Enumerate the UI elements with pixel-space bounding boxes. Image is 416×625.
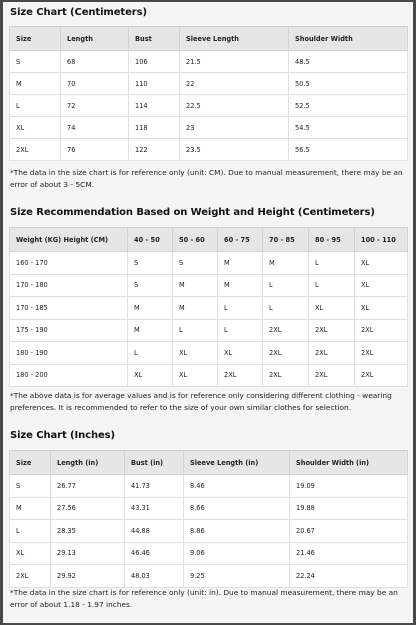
table-row (10, 117, 408, 139)
table-cell: S (128, 252, 173, 275)
table-cell: L (218, 297, 263, 320)
table-cell: S (128, 274, 173, 297)
table-cell: 28.35 (51, 520, 125, 543)
table-cell: 2XL (355, 364, 408, 387)
table-cell: M (263, 252, 309, 275)
table-cell: M (173, 297, 218, 320)
table-cell: 19.09 (290, 475, 408, 498)
table-cell: 110 (129, 73, 180, 95)
table-cell: XL (173, 342, 218, 365)
column-header: Weight (KG) Height (CM) (10, 228, 128, 252)
table-cell: M (128, 297, 173, 320)
table-cell: 170 - 180 (10, 274, 128, 297)
table-cell: 29.13 (51, 542, 125, 565)
table-cell: 175 - 190 (10, 319, 128, 342)
table-cell: XL (355, 297, 408, 320)
table-cell: XL (218, 342, 263, 365)
table-cell: 8.46 (184, 475, 290, 498)
table-cell: XL (355, 252, 408, 275)
table-cell: 50.5 (289, 73, 408, 95)
table-cell: XL (355, 274, 408, 297)
column-header: Shoulder Width (in) (290, 451, 408, 475)
table-cell: L (309, 252, 355, 275)
table-cell: 68 (61, 51, 129, 73)
table-cell: 43.31 (125, 497, 184, 520)
table-cell: L (309, 274, 355, 297)
table-cell: 2XL (309, 342, 355, 365)
table-row (10, 252, 408, 275)
column-header: 50 - 60 (173, 228, 218, 252)
column-header: Size (10, 27, 61, 51)
table-cell: L (218, 319, 263, 342)
column-header: 70 - 85 (263, 228, 309, 252)
table-cell: 160 - 170 (10, 252, 128, 275)
table-row (10, 73, 408, 95)
table-cell: 21.46 (290, 542, 408, 565)
table-row (10, 95, 408, 117)
table-cell: 29.92 (51, 565, 125, 588)
table-cell: 2XL (263, 364, 309, 387)
table-cell: M (173, 274, 218, 297)
table-cell: 56.5 (289, 139, 408, 161)
table-cell: 19.88 (290, 497, 408, 520)
table-cell: 20.67 (290, 520, 408, 543)
table-header-row (10, 228, 408, 252)
table-cell: 26.77 (51, 475, 125, 498)
table-cell: 54.5 (289, 117, 408, 139)
table-row (10, 274, 408, 297)
table-cell: 70 (61, 73, 129, 95)
column-header: Sleeve Length (180, 27, 289, 51)
table-cell: 8.86 (184, 520, 290, 543)
table-cell: 2XL (263, 342, 309, 365)
inch-chart-note: *The data in the size chart is for reference only (unit: in). Due to manual measurement, there may be an error of about 1.18 - 1.97 inches. (10, 588, 398, 609)
table-cell: M (128, 319, 173, 342)
table-cell: 72 (61, 95, 129, 117)
recommendation-note: *The above data is for average values and is for reference only considering different clothing - wearing preferences. It is recommended to refer to the size of your own similar clothes for selection. (10, 391, 392, 412)
table-cell: L (263, 297, 309, 320)
table-cell: 2XL (309, 319, 355, 342)
size-guide-panel (3, 2, 413, 623)
table-row (10, 497, 408, 520)
table-cell: 2XL (355, 342, 408, 365)
table-cell: 2XL (10, 565, 51, 588)
cm-chart-title: Size Chart (Centimeters) (10, 7, 147, 18)
table-row (10, 520, 408, 543)
table-cell: 8.66 (184, 497, 290, 520)
table-cell: 122 (129, 139, 180, 161)
table-cell: 41.73 (125, 475, 184, 498)
table-cell: 180 - 190 (10, 342, 128, 365)
column-header: 80 - 95 (309, 228, 355, 252)
inch-size-table (9, 450, 408, 588)
table-cell: XL (128, 364, 173, 387)
table-cell: 2XL (355, 319, 408, 342)
table-cell: XL (309, 297, 355, 320)
table-cell: 180 - 200 (10, 364, 128, 387)
table-cell: 2XL (10, 139, 61, 161)
table-cell: 44.88 (125, 520, 184, 543)
table-cell: 48.03 (125, 565, 184, 588)
table-cell: 23.5 (180, 139, 289, 161)
column-header: Size (10, 451, 51, 475)
inch-chart-title: Size Chart (Inches) (10, 430, 115, 441)
table-cell: S (173, 252, 218, 275)
table-cell: S (10, 51, 61, 73)
table-cell: 2XL (309, 364, 355, 387)
table-cell: 48.5 (289, 51, 408, 73)
table-cell: M (10, 73, 61, 95)
table-row (10, 364, 408, 387)
table-cell: M (218, 252, 263, 275)
table-cell: 23 (180, 117, 289, 139)
table-cell: 114 (129, 95, 180, 117)
column-header: Bust (in) (125, 451, 184, 475)
table-row (10, 51, 408, 73)
column-header: 60 - 75 (218, 228, 263, 252)
table-row (10, 565, 408, 588)
table-cell: 106 (129, 51, 180, 73)
table-cell: 9.06 (184, 542, 290, 565)
table-header-row (10, 451, 408, 475)
table-row (10, 542, 408, 565)
table-row (10, 342, 408, 365)
table-cell: L (263, 274, 309, 297)
table-cell: XL (10, 117, 61, 139)
table-cell: L (173, 319, 218, 342)
column-header: Sleeve Length (in) (184, 451, 290, 475)
table-row (10, 297, 408, 320)
table-cell: 52.5 (289, 95, 408, 117)
table-cell: 76 (61, 139, 129, 161)
table-cell: 27.56 (51, 497, 125, 520)
table-row (10, 139, 408, 161)
table-cell: M (218, 274, 263, 297)
table-cell: L (10, 520, 51, 543)
table-cell: 74 (61, 117, 129, 139)
table-cell: 118 (129, 117, 180, 139)
table-cell: L (10, 95, 61, 117)
table-cell: S (10, 475, 51, 498)
table-cell: 22 (180, 73, 289, 95)
table-row (10, 319, 408, 342)
recommendation-table (9, 227, 408, 387)
table-cell: 21.5 (180, 51, 289, 73)
table-cell: 170 - 185 (10, 297, 128, 320)
table-header-row (10, 27, 408, 51)
cm-chart-note: *The data in the size chart is for reference only (unit: CM). Due to manual measurement, there may be an error of about 3 - 5CM. (10, 168, 403, 189)
column-header: Length (61, 27, 129, 51)
table-cell: 2XL (218, 364, 263, 387)
table-cell: L (128, 342, 173, 365)
recommendation-title: Size Recommendation Based on Weight and Height (Centimeters) (10, 207, 375, 218)
table-cell: XL (10, 542, 51, 565)
table-cell: 46.46 (125, 542, 184, 565)
table-cell: 9.25 (184, 565, 290, 588)
table-cell: 22.24 (290, 565, 408, 588)
table-cell: XL (173, 364, 218, 387)
column-header: Length (in) (51, 451, 125, 475)
cm-size-table (9, 26, 408, 161)
table-cell: 2XL (263, 319, 309, 342)
column-header: Bust (129, 27, 180, 51)
column-header: Shoulder Width (289, 27, 408, 51)
table-row (10, 475, 408, 498)
table-cell: 22.5 (180, 95, 289, 117)
column-header: 40 - 50 (128, 228, 173, 252)
table-cell: M (10, 497, 51, 520)
column-header: 100 - 110 (355, 228, 408, 252)
